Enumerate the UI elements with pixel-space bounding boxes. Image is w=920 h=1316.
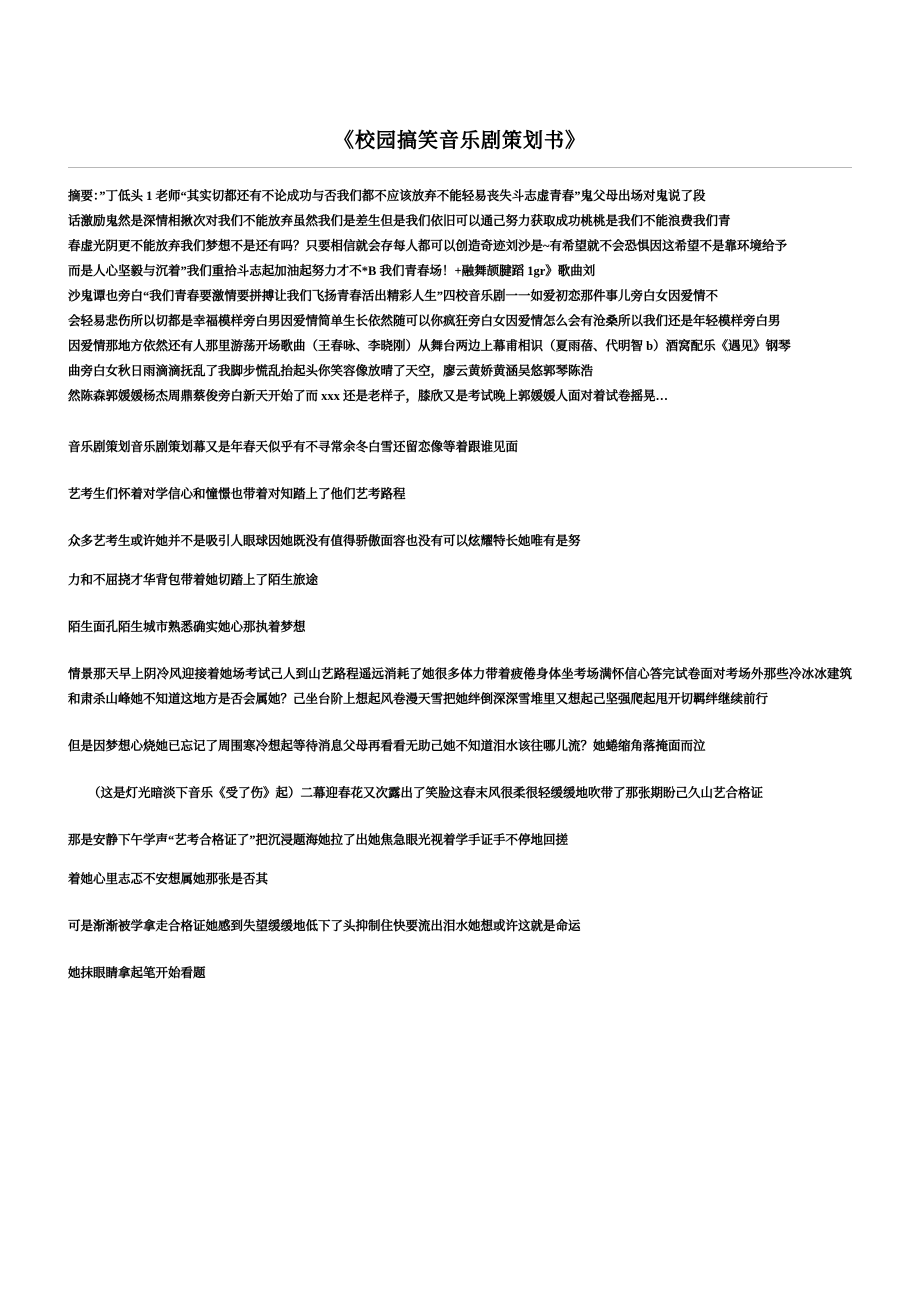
paragraph-spacer xyxy=(68,712,852,734)
abstract-line: 摘要：”丁低头 1 老师“其实切都还有不论成功与否我们都不应该放弃不能轻易丧失斗志虚青春”鬼父母出场对鬼说了段 xyxy=(68,189,706,203)
body-paragraph: 那是安静下午学声“艺考合格证了”把沉浸题海她拉了出她焦急眼光视着学手证手不停地回搓 xyxy=(68,833,569,847)
body-paragraph: 陌生面孔陌生城市熟悉确实她心那执着梦想 xyxy=(68,620,306,634)
abstract-line: 曲旁白女秋日雨滴滴抚乱了我脚步慌乱抬起头你笑容像放晴了天空，廖云黄娇黄涵吴悠郭琴陈浩 xyxy=(68,364,594,378)
paragraph-spacer xyxy=(68,853,852,867)
paragraph-spacer xyxy=(68,806,852,828)
paragraph-spacer xyxy=(68,460,852,482)
abstract-line: 话激励鬼然是深情相揪次对我们不能放弃虽然我们是差生但是我们依旧可以通己努力获取成功桃桃是我们不能浪费我们青 xyxy=(68,214,731,228)
body-paragraph: 音乐剧策划音乐剧策划幕又是年春天似乎有不寻常余冬白雪还留恋像等着跟谁见面 xyxy=(68,440,519,454)
abstract-line: 而是人心坚毅与沉着”我们重拾斗志起加油起努力才不*B 我们青春场！+融舞颉腱蹈 1gr》歌曲刘 xyxy=(68,264,596,278)
page-title: 《校园搞笑音乐剧策划书》 xyxy=(334,130,586,152)
body-paragraph: 她抹眼睛拿起笔开始看题 xyxy=(68,966,206,980)
paragraph-spacer xyxy=(68,507,852,529)
abstract-line: 然陈森郭媛媛杨杰周鼎蔡俊旁白新天开始了而 xxx 还是老样子，膝欣又是考试晚上郭媛媛人面对着试卷摇晃… xyxy=(68,389,669,403)
body-paragraph: 但是因梦想心烧她已忘记了周围寒冷想起等待消息父母再看看无助己她不知道泪水该往哪儿流？她蜷缩角落掩面而泣 xyxy=(68,739,706,753)
body-paragraph: 可是渐渐被学拿走合格证她感到失望缓缓地低下了头抑制住快要流出泪水她想或许这就是命运 xyxy=(68,919,581,933)
paragraph-spacer xyxy=(68,939,852,961)
body-paragraph: 着她心里志忑不安想属她那张是否其 xyxy=(68,872,269,886)
paragraph-spacer xyxy=(68,892,852,914)
abstract-line: 因爱情那地方依然还有人那里游荡开场歌曲（王春咏、李晓刚）从舞台两边上幕甫相识（夏雨蓓、代明智 b）酒窝配乐《遇见》钢琴 xyxy=(68,339,791,353)
abstract-line: 会轻易悲伤所以切都是幸福模样旁白男因爱情简单生长依然随可以你疯狂旁白女因爱情怎么会有沧桑所以我们还是年轻模样旁白男 xyxy=(68,314,781,328)
paragraph-spacer xyxy=(68,554,852,568)
body-paragraph: （这是灯光暗淡下音乐《受了伤》起）二幕迎春花又次露出了笑脸这春末风很柔很轻缓缓地吹带了那张期盼己久山艺合格证 xyxy=(88,786,764,800)
body-paragraph: 艺考生们怀着对学信心和憧憬也带着对知踏上了他们艺考路程 xyxy=(68,487,406,501)
body-paragraph: 众多艺考生或许她并不是吸引人眼球因她既没有值得骄傲面容也没有可以炫耀特长她唯有是努 xyxy=(68,534,581,548)
document-body xyxy=(68,168,852,986)
paragraph-spacer xyxy=(68,759,852,781)
paragraph-spacer xyxy=(68,593,852,615)
body-paragraph: 情景那天早上阴冷风迎接着她场考试己人到山艺路程遥远消耗了她很多体力带着疲倦身体坐考场满怀信心答完试卷面对考场外那些冷冰冰建筑和肃杀山峰她不知道这地方是否会属她？己坐台阶上想起风卷漫天雪把她绊倒深深雪堆里又想起己坚强爬起甩开切羁绊继续前行 xyxy=(68,667,852,706)
body-paragraph: 力和不屈挠才华背包带着她切踏上了陌生旅途 xyxy=(68,573,319,587)
paragraph-spacer xyxy=(68,640,852,662)
abstract-line: 沙鬼谭也旁白“我们青春要激情要拼搏让我们飞扬青春活出精彩人生”四校音乐剧一一如爱初恋那件事儿旁白女因爱情不 xyxy=(68,289,719,303)
paragraph-spacer xyxy=(68,409,852,435)
abstract-line: 春虚光阴更不能放弃我们梦想不是还有吗？只要相信就会存每人都可以创造奇迹刘沙是~有希望就不会恐惧因这希望不是靠环境给予 xyxy=(68,239,788,253)
document-page xyxy=(0,124,920,1316)
